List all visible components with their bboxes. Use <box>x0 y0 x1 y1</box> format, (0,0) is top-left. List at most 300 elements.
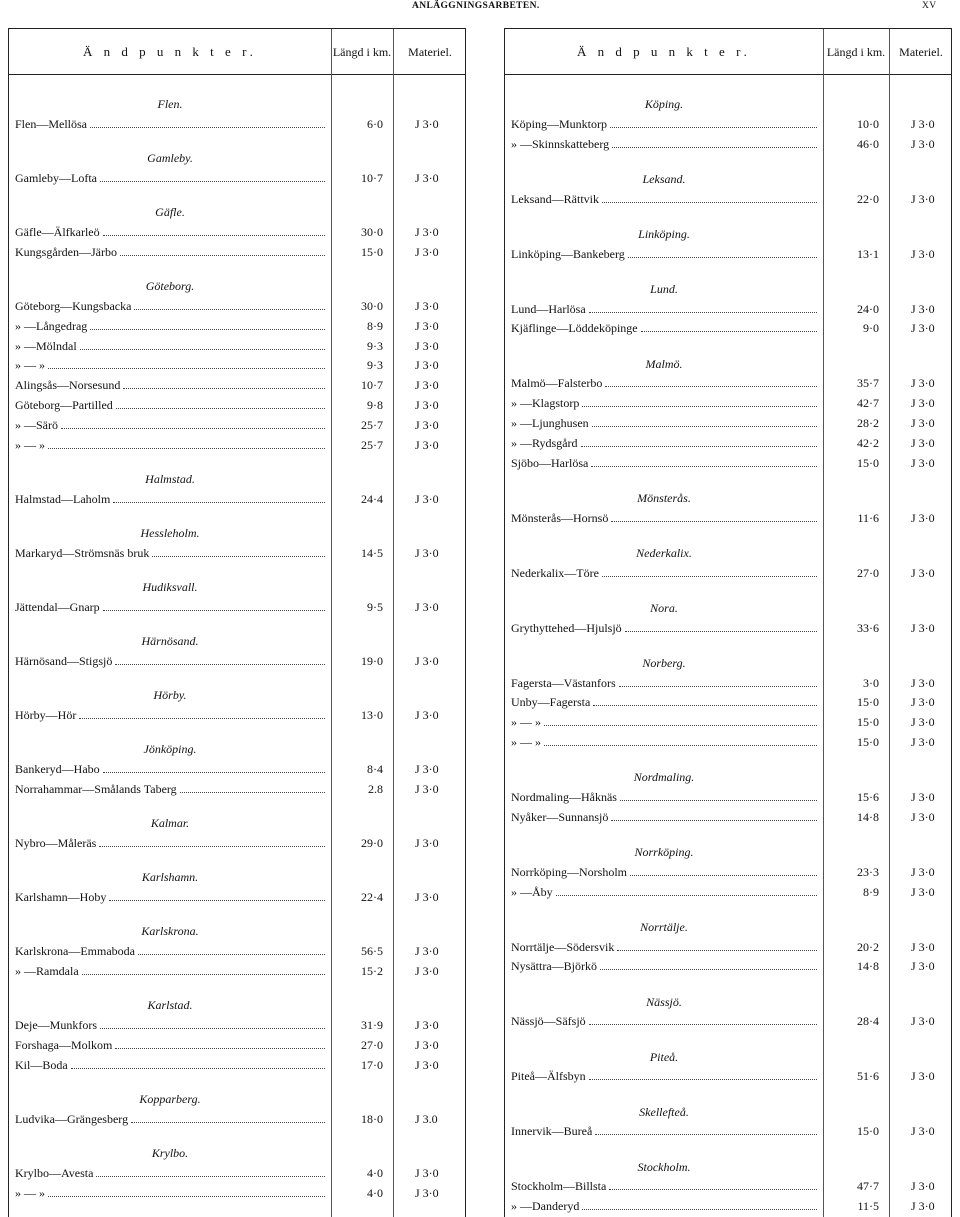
endpoint-name: Lund—Harlösa <box>511 301 586 316</box>
length-value: 8·4 <box>367 762 383 777</box>
dot-leader <box>602 202 817 203</box>
endpoint-name: » — » <box>15 437 45 452</box>
material-value: J 3·0 <box>415 318 439 333</box>
endpoint-name: Innervik—Bureå <box>511 1124 593 1139</box>
material-value: J 3·0 <box>415 170 439 185</box>
length-value: 28·4 <box>857 1014 879 1029</box>
endpoint-name: Karlskrona—Emmaboda <box>15 944 135 959</box>
length-value: 10·0 <box>857 116 879 131</box>
length-value: 35·7 <box>857 376 879 391</box>
length-value: 6·0 <box>367 116 383 131</box>
dot-leader <box>591 466 817 467</box>
length-value: 20·2 <box>857 939 879 954</box>
table-row <box>15 546 465 560</box>
endpoint-name: Krylbo—Avesta <box>15 1165 94 1180</box>
length-value: 15·0 <box>857 1124 879 1139</box>
section-heading: Nederkalix. <box>636 545 692 560</box>
dot-leader <box>610 127 817 128</box>
table-header <box>9 29 465 75</box>
material-value: J 3·0 <box>911 1069 935 1084</box>
length-value: 15·6 <box>857 790 879 804</box>
endpoint-name: Hörby—Hör <box>15 708 77 722</box>
material-value: J 3·0 <box>415 944 439 959</box>
table-row <box>15 708 465 722</box>
table-row <box>511 885 951 899</box>
dot-leader <box>109 900 325 901</box>
left-column-table <box>8 28 466 1217</box>
table-row <box>511 1179 951 1193</box>
table-row <box>15 1058 465 1072</box>
length-value: 9·0 <box>863 321 879 336</box>
dot-leader <box>593 705 817 706</box>
material-value: J 3·0 <box>911 191 935 206</box>
table-row <box>511 396 951 410</box>
dot-leader <box>103 772 325 773</box>
endpoint-name: Nybro—Måleräs <box>15 836 97 850</box>
length-value: 14·8 <box>857 959 879 974</box>
section-heading: Karlshamn. <box>141 870 199 885</box>
length-value: 14·5 <box>361 545 383 560</box>
table-row <box>511 321 951 335</box>
endpoint-name: Köping—Munktorp <box>511 116 607 131</box>
length-value: 15·2 <box>361 964 383 978</box>
table-row <box>15 836 465 850</box>
endpoint-name: Nässjö—Säfsjö <box>511 1014 586 1029</box>
length-value: 18·0 <box>361 1111 383 1126</box>
endpoint-name: Nysättra—Björkö <box>511 959 597 974</box>
section-heading: Flen. <box>157 97 183 111</box>
length-value: 24·4 <box>361 491 383 506</box>
material-value: J 3·0 <box>415 225 439 239</box>
endpoint-name: Jättendal—Gnarp <box>15 599 100 614</box>
table-row <box>15 378 465 392</box>
dot-leader <box>180 792 325 793</box>
dot-leader <box>115 1048 325 1049</box>
material-value: J 3·0 <box>415 338 439 353</box>
dot-leader <box>600 969 817 970</box>
length-value: 47·7 <box>857 1179 879 1194</box>
material-value: J 3·0 <box>911 376 935 391</box>
endpoint-name: Leksand—Rättvik <box>511 191 599 206</box>
length-value: 28·2 <box>857 416 879 430</box>
dot-leader <box>630 875 817 876</box>
dot-leader <box>134 309 325 310</box>
material-value: J 3·0 <box>911 675 935 690</box>
endpoint-name: » —Ramdala <box>15 964 79 978</box>
endpoint-name: Mönsterås—Hornsö <box>511 510 609 525</box>
length-value: 4·0 <box>367 1165 383 1180</box>
dot-leader <box>602 576 817 577</box>
dot-leader <box>79 718 325 719</box>
length-value: 10·7 <box>361 170 383 185</box>
length-value: 2.8 <box>368 781 383 796</box>
material-value: J 3·0 <box>911 884 935 899</box>
endpoint-name: » —Rydsgård <box>511 435 578 450</box>
endpoint-name: Piteå—Älfsbyn <box>511 1069 586 1084</box>
table-row <box>511 302 951 316</box>
endpoint-name: Bankeryd—Habo <box>15 762 100 777</box>
material-value: J 3·0 <box>911 136 935 151</box>
endpoint-name: » —Särö <box>15 417 58 432</box>
material-value: J 3·0 <box>911 620 935 635</box>
endpoint-name: » —Mölndal <box>15 338 77 353</box>
material-value: J 3·0 <box>911 715 935 730</box>
material-value: J 3·0 <box>911 1199 935 1214</box>
dot-leader <box>544 725 817 726</box>
table-row <box>511 676 951 690</box>
endpoint-name: Norrahammar—Smålands Taberg <box>15 781 177 796</box>
material-value: J 3·0 <box>911 790 935 804</box>
length-value: 3·0 <box>863 675 879 690</box>
endpoint-name: » —Danderyd <box>511 1199 580 1214</box>
length-value: 27·0 <box>857 565 879 580</box>
endpoint-name: Sjöbo—Harlösa <box>511 455 589 470</box>
section-heading: Nässjö. <box>646 994 682 1009</box>
table-row <box>15 1186 465 1200</box>
endpoint-name: » — » <box>15 358 45 373</box>
material-value: J 3·0 <box>911 1124 935 1139</box>
table-row <box>15 319 465 333</box>
table-row <box>15 762 465 776</box>
header-length: Längd i km. <box>332 45 392 59</box>
section-heading: Hudiksvall. <box>142 580 198 594</box>
dot-leader <box>96 1176 325 1177</box>
length-value: 31·9 <box>361 1018 383 1033</box>
material-value: J 3·0 <box>415 890 439 905</box>
dot-leader <box>611 521 817 522</box>
section-heading: Köping. <box>644 97 684 111</box>
dot-leader <box>595 1134 817 1135</box>
endpoint-name: Unby—Fagersta <box>511 695 591 710</box>
material-value: J 3·0 <box>415 397 439 412</box>
table-row <box>15 339 465 353</box>
length-value: 11·5 <box>857 1199 879 1214</box>
length-value: 29·0 <box>361 836 383 850</box>
material-value: J 3·0 <box>911 565 935 580</box>
material-value: J 3·0 <box>415 964 439 978</box>
endpoint-name: Nordmaling—Håknäs <box>511 790 617 804</box>
material-value: J 3·0 <box>911 939 935 954</box>
length-value: 10·7 <box>361 378 383 393</box>
table-row <box>15 358 465 372</box>
endpoint-name: Halmstad—Laholm <box>15 491 111 506</box>
endpoint-name: » —Skinnskatteberg <box>511 136 610 151</box>
material-value: J 3·0 <box>415 545 439 560</box>
material-value: J 3·0 <box>415 599 439 614</box>
endpoint-name: Kjäflinge—Löddeköpinge <box>511 321 638 336</box>
table-row <box>511 865 951 879</box>
table-row <box>15 117 465 131</box>
endpoint-name: Markaryd—Strömsnäs bruk <box>15 545 150 560</box>
length-value: 30·0 <box>361 225 383 239</box>
dot-leader <box>48 448 325 449</box>
endpoint-name: Malmö—Falsterbo <box>511 376 603 391</box>
material-value: J 3.0 <box>415 1111 438 1126</box>
endpoint-name: » —Klagstorp <box>511 396 580 411</box>
header-length: Längd i km. <box>826 45 886 59</box>
table-row <box>15 438 465 452</box>
table-row <box>511 247 951 261</box>
dot-leader <box>581 446 817 447</box>
section-heading: Kalmar. <box>150 816 190 831</box>
dot-leader <box>582 406 817 407</box>
material-value: J 3·0 <box>415 781 439 796</box>
material-value: J 3·0 <box>911 455 935 470</box>
length-value: 56·5 <box>361 944 383 959</box>
section-heading: Härnösand. <box>141 634 199 649</box>
material-value: J 3·0 <box>415 1185 439 1200</box>
material-value: J 3·0 <box>415 1057 439 1072</box>
table-row <box>15 171 465 185</box>
dot-leader <box>115 664 325 665</box>
section-heading: Nordmaling. <box>633 770 695 785</box>
length-value: 30·0 <box>361 298 383 313</box>
endpoint-name: » — » <box>511 715 541 730</box>
material-value: J 3·0 <box>415 708 439 722</box>
dot-leader <box>120 255 325 256</box>
table-row <box>511 1199 951 1213</box>
section-heading: Piteå. <box>649 1049 679 1064</box>
length-value: 9·8 <box>367 397 383 412</box>
endpoint-name: » —Långedrag <box>15 318 88 333</box>
section-heading: Hörby. <box>153 688 187 703</box>
length-value: 15·0 <box>857 735 879 749</box>
material-value: J 3·0 <box>415 653 439 668</box>
material-value: J 3·0 <box>415 1165 439 1180</box>
dot-leader <box>620 800 817 801</box>
dot-leader <box>90 329 325 330</box>
section-heading: Skellefteå. <box>639 1104 689 1119</box>
dot-leader <box>589 312 817 313</box>
table-row <box>511 566 951 580</box>
header-endpoints: Ä n d p u n k t e r. <box>83 44 257 59</box>
material-value: J 3·0 <box>415 298 439 313</box>
header-material: Materiel. <box>408 45 452 59</box>
right-column-table <box>504 28 952 1217</box>
endpoint-name: Fagersta—Västanfors <box>511 675 616 690</box>
material-value: J 3·0 <box>911 1179 935 1194</box>
section-heading: Malmö. <box>645 356 683 371</box>
endpoint-name: Kungsgården—Järbo <box>15 244 117 259</box>
table-row <box>511 511 951 525</box>
endpoint-name: Grythyttehed—Hjulsjö <box>511 620 622 635</box>
dot-leader <box>82 974 325 975</box>
table-row <box>15 492 465 506</box>
table-row <box>15 782 465 796</box>
dot-leader <box>99 846 325 847</box>
table-row <box>511 621 951 635</box>
length-value: 13·1 <box>857 246 879 261</box>
dot-leader <box>605 386 817 387</box>
endpoint-name: Göteborg—Partilled <box>15 397 113 412</box>
material-value: J 3·0 <box>911 1014 935 1029</box>
length-value: 15·0 <box>361 244 383 259</box>
dot-leader <box>61 428 325 429</box>
material-value: J 3·0 <box>911 321 935 336</box>
length-value: 8·9 <box>863 884 879 899</box>
section-heading: Stockholm. <box>637 1159 691 1174</box>
dot-leader <box>625 631 817 632</box>
material-value: J 3·0 <box>415 116 439 131</box>
table-row <box>511 940 951 954</box>
material-value: J 3·0 <box>415 491 439 506</box>
section-heading: Jönköping. <box>143 742 197 757</box>
endpoint-name: Deje—Munkfors <box>15 1018 97 1033</box>
dot-leader <box>628 257 817 258</box>
section-heading: Göteborg. <box>145 279 195 294</box>
header-endpoints: Ä n d p u n k t e r. <box>577 44 751 59</box>
endpoint-name: » — » <box>511 735 541 749</box>
table-row <box>15 1038 465 1052</box>
length-value: 25·7 <box>361 417 383 432</box>
table-row <box>15 398 465 412</box>
endpoint-name: Nederkalix—Töre <box>511 565 599 580</box>
length-value: 17·0 <box>361 1057 383 1072</box>
length-value: 22·4 <box>361 890 383 905</box>
dot-leader <box>90 127 325 128</box>
endpoint-name: Alingsås—Norsesund <box>15 378 121 393</box>
length-value: 14·8 <box>857 809 879 824</box>
dot-leader <box>589 1079 817 1080</box>
endpoint-name: Norrtälje—Södersvik <box>511 939 615 954</box>
table-row <box>15 600 465 614</box>
endpoint-name: Linköping—Bankeberg <box>511 246 625 261</box>
length-value: 24·0 <box>857 301 879 316</box>
dot-leader <box>131 1122 325 1123</box>
dot-leader <box>100 1028 325 1029</box>
dot-leader <box>609 1189 817 1190</box>
dot-leader <box>617 950 817 951</box>
section-heading: Linköping. <box>638 226 690 241</box>
dot-leader <box>589 1024 817 1025</box>
section-heading: Leksand. <box>642 171 686 186</box>
material-value: J 3·0 <box>911 435 935 450</box>
table-row <box>511 735 951 749</box>
material-value: J 3·0 <box>911 959 935 974</box>
header-material: Materiel. <box>899 45 943 59</box>
table-row <box>511 376 951 390</box>
table-row <box>15 944 465 958</box>
table-row <box>511 810 951 824</box>
length-value: 8·9 <box>367 318 383 333</box>
length-value: 22·0 <box>857 191 879 206</box>
table-row <box>511 416 951 430</box>
endpoint-name: Gäfle—Älfkarleö <box>15 225 100 239</box>
material-value: J 3·0 <box>911 510 935 525</box>
dot-leader <box>113 502 325 503</box>
endpoint-name: Göteborg—Kungsbacka <box>15 298 132 313</box>
endpoint-name: Stockholm—Billsta <box>511 1179 607 1194</box>
table-header <box>505 29 951 75</box>
section-heading: Halmstad. <box>145 471 195 486</box>
table-row <box>15 1112 465 1126</box>
table-row <box>15 418 465 432</box>
endpoint-name: » —Ljunghusen <box>511 416 589 430</box>
material-value: J 3·0 <box>911 301 935 316</box>
section-heading: Norrtälje. <box>640 919 688 934</box>
material-value: J 3·0 <box>911 416 935 430</box>
material-value: J 3·0 <box>911 116 935 131</box>
dot-leader <box>103 235 325 236</box>
material-value: J 3·0 <box>911 396 935 411</box>
section-heading: Norrköping. <box>634 845 694 859</box>
page-number: XV <box>922 1 937 11</box>
length-value: 15·0 <box>857 695 879 710</box>
material-value: J 3·0 <box>911 864 935 879</box>
material-value: J 3·0 <box>415 417 439 432</box>
dot-leader <box>641 331 817 332</box>
material-value: J 3·0 <box>415 378 439 393</box>
section-heading: Hessleholm. <box>140 525 200 540</box>
table-row <box>511 137 951 151</box>
material-value: J 3·0 <box>911 246 935 261</box>
table-row <box>511 1124 951 1138</box>
table-row <box>15 1018 465 1032</box>
table-row <box>511 456 951 470</box>
dot-leader <box>71 1068 325 1069</box>
length-value: 51·6 <box>857 1069 879 1084</box>
length-value: 9·5 <box>367 599 383 614</box>
material-value: J 3·0 <box>415 762 439 777</box>
dot-leader <box>612 147 817 148</box>
endpoint-name: Gamleby—Lofta <box>15 170 97 185</box>
material-value: J 3·0 <box>911 735 935 749</box>
endpoint-name: Härnösand—Stigsjö <box>15 653 113 668</box>
length-value: 33·6 <box>857 620 879 635</box>
table-row <box>15 245 465 259</box>
length-value: 23·3 <box>857 864 879 879</box>
length-value: 27·0 <box>361 1037 383 1052</box>
endpoint-name: Ludvika—Grängesberg <box>15 1111 129 1126</box>
section-heading: Karlstad. <box>147 998 193 1013</box>
endpoint-name: » —Åby <box>511 884 553 899</box>
table-row <box>15 225 465 239</box>
table-row <box>15 964 465 978</box>
dot-leader <box>100 181 325 182</box>
material-value: J 3·0 <box>415 437 439 452</box>
dot-leader <box>116 408 325 409</box>
table-row <box>15 299 465 313</box>
dot-leader <box>138 954 325 955</box>
dot-leader <box>123 388 325 389</box>
table-row <box>511 1014 951 1028</box>
endpoint-name: Flen—Mellösa <box>15 116 87 131</box>
section-heading: Mönsterås. <box>637 490 691 505</box>
section-heading: Nora. <box>650 600 678 615</box>
table-row <box>511 192 951 206</box>
endpoint-name: Forshaga—Molkom <box>15 1037 113 1052</box>
dot-leader <box>611 820 817 821</box>
material-value: J 3·0 <box>911 809 935 824</box>
section-heading: Gäfle. <box>155 205 185 220</box>
length-value: 19·0 <box>361 653 383 668</box>
dot-leader <box>582 1209 817 1210</box>
material-value: J 3·0 <box>415 1037 439 1052</box>
table-row <box>511 436 951 450</box>
material-value: J 3·0 <box>415 244 439 259</box>
dot-leader <box>556 895 817 896</box>
section-heading: Norberg. <box>642 655 686 670</box>
table-row <box>511 695 951 709</box>
dot-leader <box>592 426 817 427</box>
dot-leader <box>48 368 325 369</box>
dot-leader <box>103 610 325 611</box>
section-heading: Krylbo. <box>151 1146 189 1161</box>
table-row <box>511 790 951 804</box>
material-value: J 3·0 <box>911 695 935 710</box>
dot-leader <box>544 745 817 746</box>
endpoint-name: Nyåker—Sunnansjö <box>511 809 609 824</box>
